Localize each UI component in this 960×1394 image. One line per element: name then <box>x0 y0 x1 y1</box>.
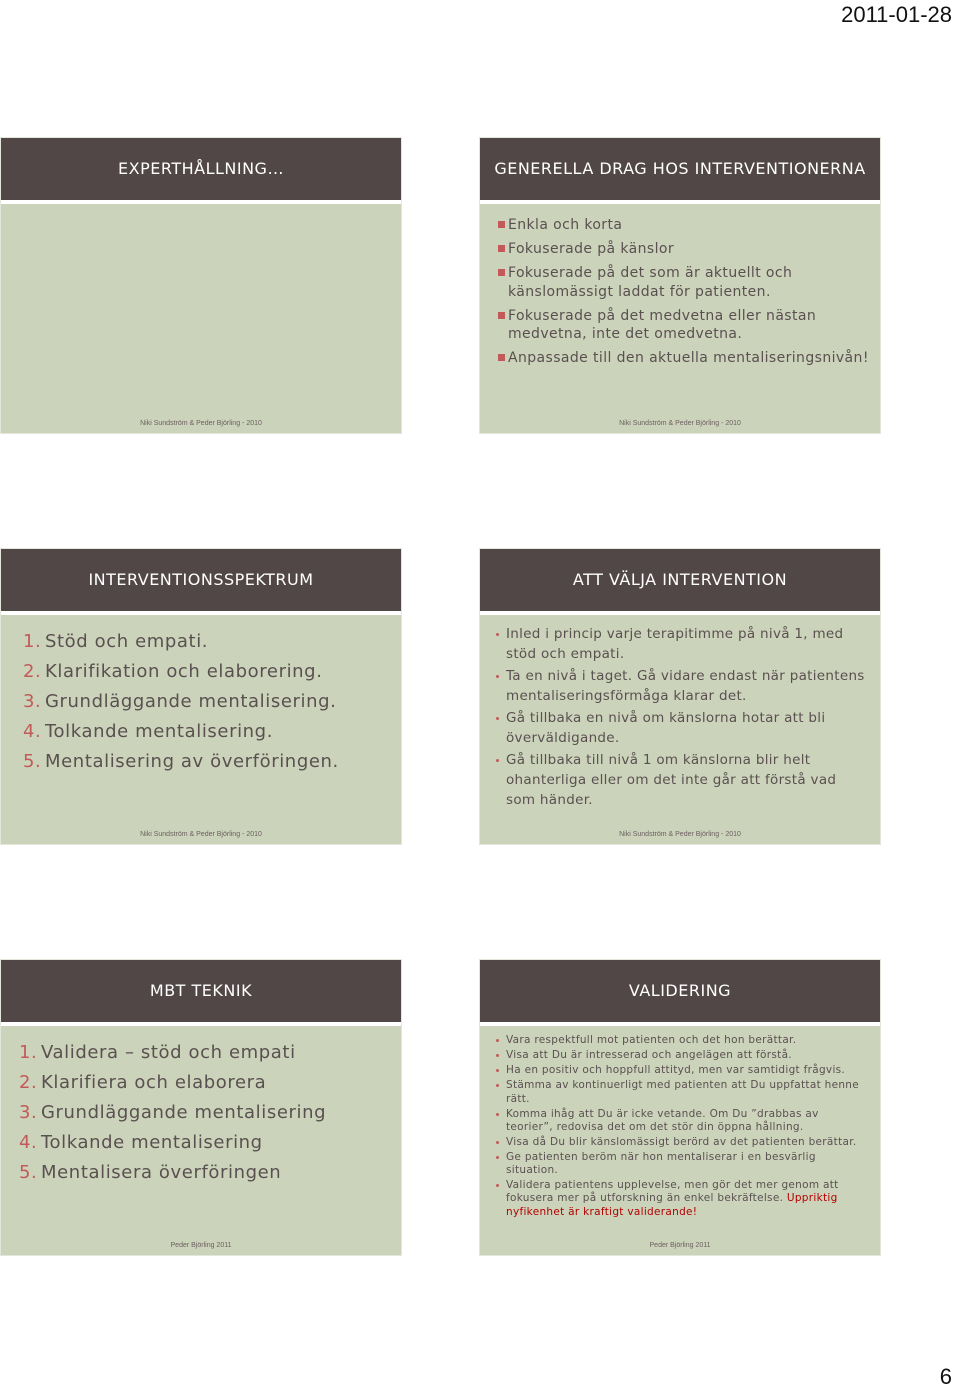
slide-footer: Niki Sundström & Peder Björling - 2010 <box>619 831 741 838</box>
list-item: 1. Stöd och empati. <box>23 631 209 652</box>
list-item: Gå tillbaka till nivå 1 om känslorna blir helt ohanterliga eller om det inte går att förstå vad som händer. <box>496 751 868 810</box>
dot-bullet-icon <box>496 1141 499 1144</box>
dot-bullet-icon <box>496 1184 499 1187</box>
list-item: Ha en positiv och hoppfull attityd, men var samtidigt frågvis. <box>496 1064 868 1077</box>
numbered-list <box>1 615 401 777</box>
list-item: 1. Validera – stöd och empati <box>19 1042 296 1063</box>
bullet-list <box>480 1026 880 1219</box>
slide-interventionsspektrum <box>0 548 402 845</box>
dot-bullet-icon <box>496 717 499 720</box>
emphasis-text: Uppriktig nyfikenhet är kraftigt validerande! <box>506 1192 838 1218</box>
dot-bullet-icon <box>496 759 499 762</box>
list-item: Validera patientens upplevelse, men gör det mer genom att fokusera mer på utforskning än enkel bekräftelse. Uppriktig nyfikenhet är kraftigt validerande! <box>496 1179 868 1218</box>
dot-bullet-icon <box>496 1084 499 1087</box>
slide-title: EXPERTHÅLLNING… <box>1 138 401 200</box>
square-bullet-icon <box>498 269 505 276</box>
list-item: 5. Mentalisering av överföringen. <box>23 751 339 772</box>
list-item: 3. Grundläggande mentalisering <box>19 1102 327 1123</box>
numbered-list <box>1 1026 401 1188</box>
list-item: Ge patienten beröm när hon mentaliserar i en besvärlig situation. <box>496 1151 868 1177</box>
slide-body <box>480 1026 880 1257</box>
slide-footer: Peder Björling 2011 <box>649 1242 711 1249</box>
square-bullet-icon <box>498 312 505 319</box>
dot-bullet-icon <box>496 633 499 636</box>
slide-body <box>1 615 401 846</box>
list-item: Komma ihåg att Du är icke vetande. Om Du ”drabbas av teorier”, redovisa det om det stör din öppna hållning. <box>496 1108 868 1134</box>
dot-bullet-icon <box>496 1069 499 1072</box>
slide-body <box>480 615 880 846</box>
slide-footer: Niki Sundström & Peder Björling - 2010 <box>140 831 262 838</box>
list-item: Enkla och korta <box>498 216 870 235</box>
list-item: Ta en nivå i taget. Gå vidare endast när patientens mentaliseringsförmåga klarar det. <box>496 667 868 706</box>
slide-mbt-teknik <box>0 959 402 1256</box>
list-item: Vara respektfull mot patienten och det hon berättar. <box>496 1034 868 1047</box>
bullet-list <box>480 615 880 810</box>
list-item: 4. Tolkande mentalisering. <box>23 721 274 742</box>
slide-title: MBT TEKNIK <box>1 960 401 1022</box>
list-item: Visa då Du blir känslomässigt berörd av det patienten berättar. <box>496 1136 868 1149</box>
slide-body <box>480 204 880 435</box>
slide-title: ATT VÄLJA INTERVENTION <box>480 549 880 611</box>
slide-title: INTERVENTIONSSPEKTRUM <box>1 549 401 611</box>
slide-title: VALIDERING <box>480 960 880 1022</box>
list-item: Stämma av kontinuerligt med patienten att Du uppfattat henne rätt. <box>496 1079 868 1105</box>
slide-body <box>1 1026 401 1257</box>
list-item: 4. Tolkande mentalisering <box>19 1132 263 1153</box>
slide-generella-drag <box>479 137 881 434</box>
list-item: Fokuserade på känslor <box>498 240 870 259</box>
slide-att-valja-intervention <box>479 548 881 845</box>
list-item: 5. Mentalisera överföringen <box>19 1162 282 1183</box>
list-item: Fokuserade på det medvetna eller nästan medvetna, inte det omedvetna. <box>498 307 870 345</box>
slide-footer: Peder Björling 2011 <box>170 1242 232 1249</box>
slide-validering <box>479 959 881 1256</box>
slide-body <box>1 204 401 435</box>
dot-bullet-icon <box>496 1113 499 1116</box>
page-number: 6 <box>939 1364 952 1389</box>
dot-bullet-icon <box>496 1054 499 1057</box>
slide-footer: Niki Sundström & Peder Björling - 2010 <box>619 420 741 427</box>
dot-bullet-icon <box>496 1039 499 1042</box>
list-item: Gå tillbaka en nivå om känslorna hotar att bli överväldigande. <box>496 709 868 748</box>
list-item: 3. Grundläggande mentalisering. <box>23 691 337 712</box>
list-item: Visa att Du är intresserad och angelägen att förstå. <box>496 1049 868 1062</box>
dot-bullet-icon <box>496 675 499 678</box>
square-bullet-icon <box>498 221 505 228</box>
list-item: 2. Klarifikation och elaborering. <box>23 661 323 682</box>
slide-experthallning <box>0 137 402 434</box>
list-item: Anpassade till den aktuella mentaliseringsnivån! <box>498 349 870 368</box>
list-item: Fokuserade på det som är aktuellt och känslomässigt laddat för patienten. <box>498 264 870 302</box>
slide-title: GENERELLA DRAG HOS INTERVENTIONERNA <box>480 138 880 200</box>
list-item: Inled i princip varje terapitimme på nivå 1, med stöd och empati. <box>496 625 868 664</box>
bullet-list <box>480 204 880 368</box>
slide-footer: Niki Sundström & Peder Björling - 2010 <box>140 420 262 427</box>
square-bullet-icon <box>498 354 505 361</box>
page-date: 2011-01-28 <box>841 2 952 27</box>
square-bullet-icon <box>498 245 505 252</box>
list-item: 2. Klarifiera och elaborera <box>19 1072 267 1093</box>
dot-bullet-icon <box>496 1156 499 1159</box>
